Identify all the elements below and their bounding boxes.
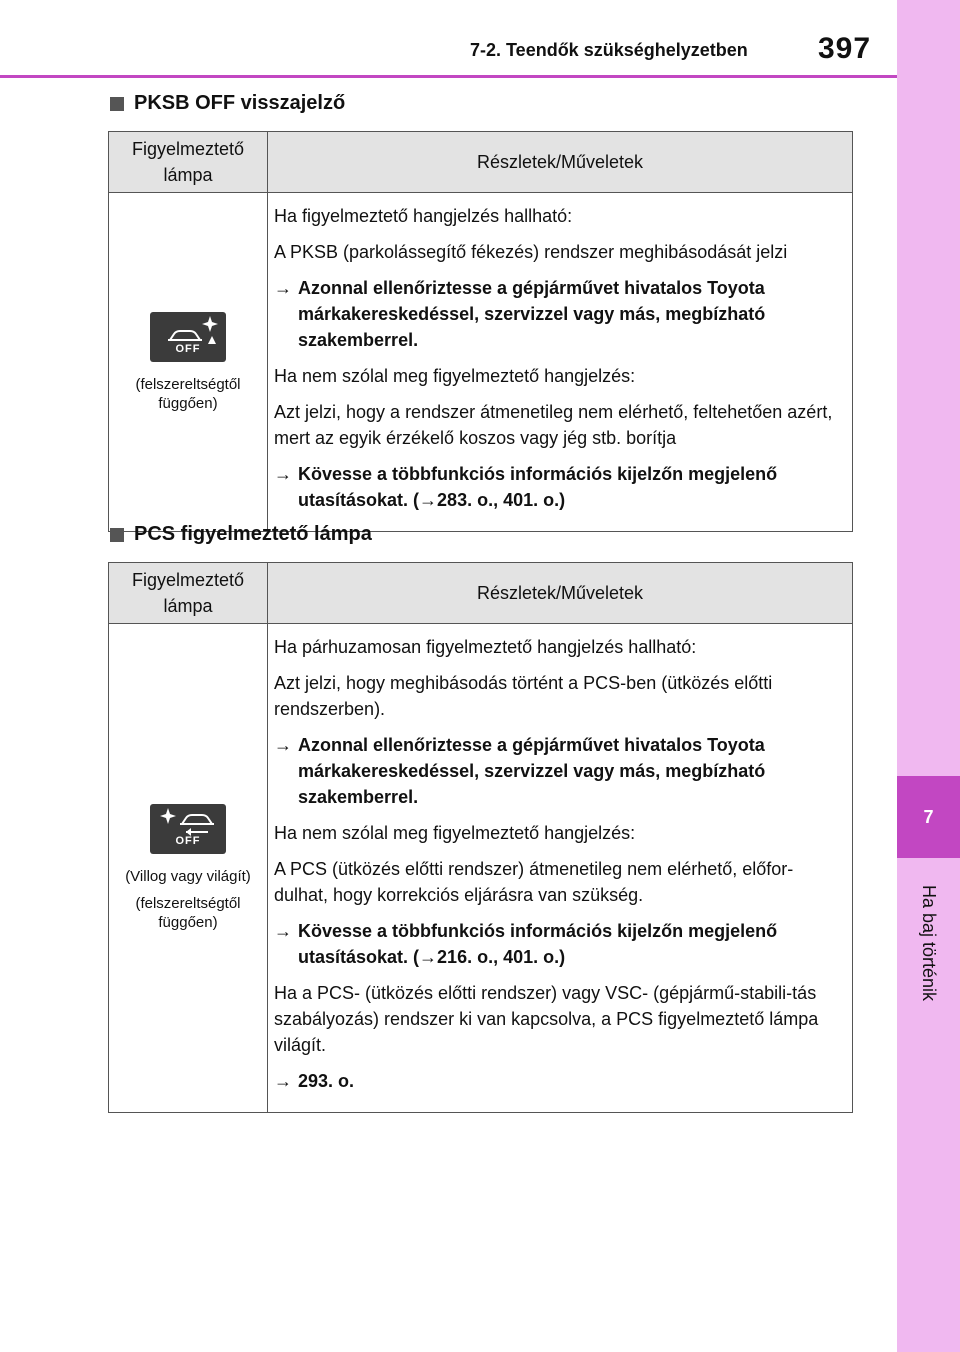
- pcs-col1-header: Figyelmeztető lámpa: [109, 563, 268, 624]
- pksb-action1: [274, 275, 844, 353]
- pcs-icon-note1: (Villog vagy világít): [125, 868, 251, 885]
- pksb-table: [108, 131, 853, 532]
- pcs-action1: [274, 732, 844, 810]
- pksb-action2-ref: 283. o., 401. o.): [437, 490, 566, 510]
- pksb-table-row: [109, 193, 853, 532]
- header-divider: [0, 75, 897, 78]
- pcs-table: [108, 562, 853, 1113]
- pcs-text1: Ha párhuzamosan figyelmeztető hangjelzés hallható:: [274, 637, 697, 657]
- pksb-text1: Ha figyelmeztető hangjelzés hallható:: [274, 206, 573, 226]
- pcs-col2-header: Részletek/Műveletek: [268, 563, 853, 624]
- pcs-text2: Azt jelzi, hogy meghibásodás történt a PCS-ben (ütközés előtti rendszerben).: [274, 673, 773, 719]
- pcs-lamp-label: OFF: [175, 835, 201, 847]
- arrow-icon: →: [274, 735, 292, 755]
- pksb-text4: Azt jelzi, hogy a rendszer átmenetileg nem elérhető, feltehetően azért, mert az egyik érzékelő koszos vagy jég stb. borítja: [274, 402, 833, 448]
- pksb-heading-text: PKSB OFF visszajelző: [134, 92, 346, 114]
- pksb-col1-header: Figyelmeztető lámpa: [109, 132, 268, 193]
- arrow-icon: →: [419, 490, 438, 510]
- pcs-action1-text: Azonnal ellenőriztesse a gépjárművet hivatalos Toyota márkakereskedéssel, szervizzel vagy más, megbízható szakemberrel.: [298, 735, 766, 807]
- pcs-icon-note2: (felszereltségtől függően): [135, 895, 241, 931]
- side-tab: [897, 0, 960, 1352]
- pksb-details-cell: [268, 193, 853, 532]
- pcs-heading: [110, 523, 372, 546]
- pcs-table-header-row: [109, 563, 853, 624]
- arrow-icon: →: [274, 464, 292, 484]
- pcs-text4: A PCS (ütközés előtti rendszer) átmenetileg nem elérhető, előfor-dulhat, hogy korrekciós eljárásra van szükség.: [274, 859, 794, 905]
- pcs-heading-text: PCS figyelmeztető lámpa: [134, 523, 372, 545]
- pcs-action3-text: 293. o.: [298, 1071, 355, 1091]
- section-title: 7-2. Teendők szükséghelyzetben: [470, 40, 748, 60]
- arrow-icon: →: [274, 278, 292, 298]
- pcs-action2-ref: 216. o., 401. o.): [437, 947, 566, 967]
- arrow-icon: →: [274, 1071, 292, 1091]
- pksb-action2: [274, 461, 844, 513]
- pcs-lamp-cell: [109, 624, 268, 1113]
- pcs-text5: Ha a PCS- (ütközés előtti rendszer) vagy VSC- (gépjármű-stabili-tás szabályozás) rendszer ki van kapcsolva, a PCS figyelmeztető lámpa világít.: [274, 983, 819, 1055]
- pksb-lamp-label: OFF: [175, 342, 201, 355]
- pcs-action3: [274, 1068, 844, 1094]
- pksb-action2-text: Kövesse a többfunkciós információs kijelzőn megjelenő utasításokat. (: [298, 464, 778, 510]
- pksb-col2-header: Részletek/Műveletek: [268, 132, 853, 193]
- pcs-table-row: [109, 624, 853, 1113]
- pcs-action2: [274, 918, 844, 970]
- chapter-title: Ha baj történik: [919, 884, 939, 1002]
- pcs-off-lamp-icon: [150, 804, 226, 854]
- pksb-text3: Ha nem szólal meg figyelmeztető hangjelzés:: [274, 366, 636, 386]
- page-number: 397: [818, 32, 872, 65]
- pksb-table-header-row: [109, 132, 853, 193]
- square-bullet-icon: [110, 528, 124, 542]
- square-bullet-icon: [110, 97, 124, 111]
- pksb-text2: A PKSB (parkolássegítő fékezés) rendszer meghibásodását jelzi: [274, 242, 788, 262]
- chapter-number-tab: 7: [897, 776, 960, 858]
- pcs-details-cell: [268, 624, 853, 1113]
- arrow-icon: →: [419, 947, 438, 967]
- chapter-title-tab: [897, 868, 960, 1018]
- pksb-heading: [110, 92, 345, 115]
- pksb-action1-text: Azonnal ellenőriztesse a gépjárművet hivatalos Toyota márkakereskedéssel, szervizzel vagy más, megbízható szakemberrel.: [298, 278, 766, 350]
- pksb-off-lamp-icon: [150, 312, 226, 362]
- pcs-text3: Ha nem szólal meg figyelmeztető hangjelzés:: [274, 823, 636, 843]
- arrow-icon: →: [274, 921, 292, 941]
- pcs-action2-text: Kövesse a többfunkciós információs kijelzőn megjelenő utasításokat. (: [298, 921, 778, 967]
- pksb-icon-note: (felszereltségtől függően): [135, 375, 241, 412]
- pksb-lamp-cell: [109, 193, 268, 532]
